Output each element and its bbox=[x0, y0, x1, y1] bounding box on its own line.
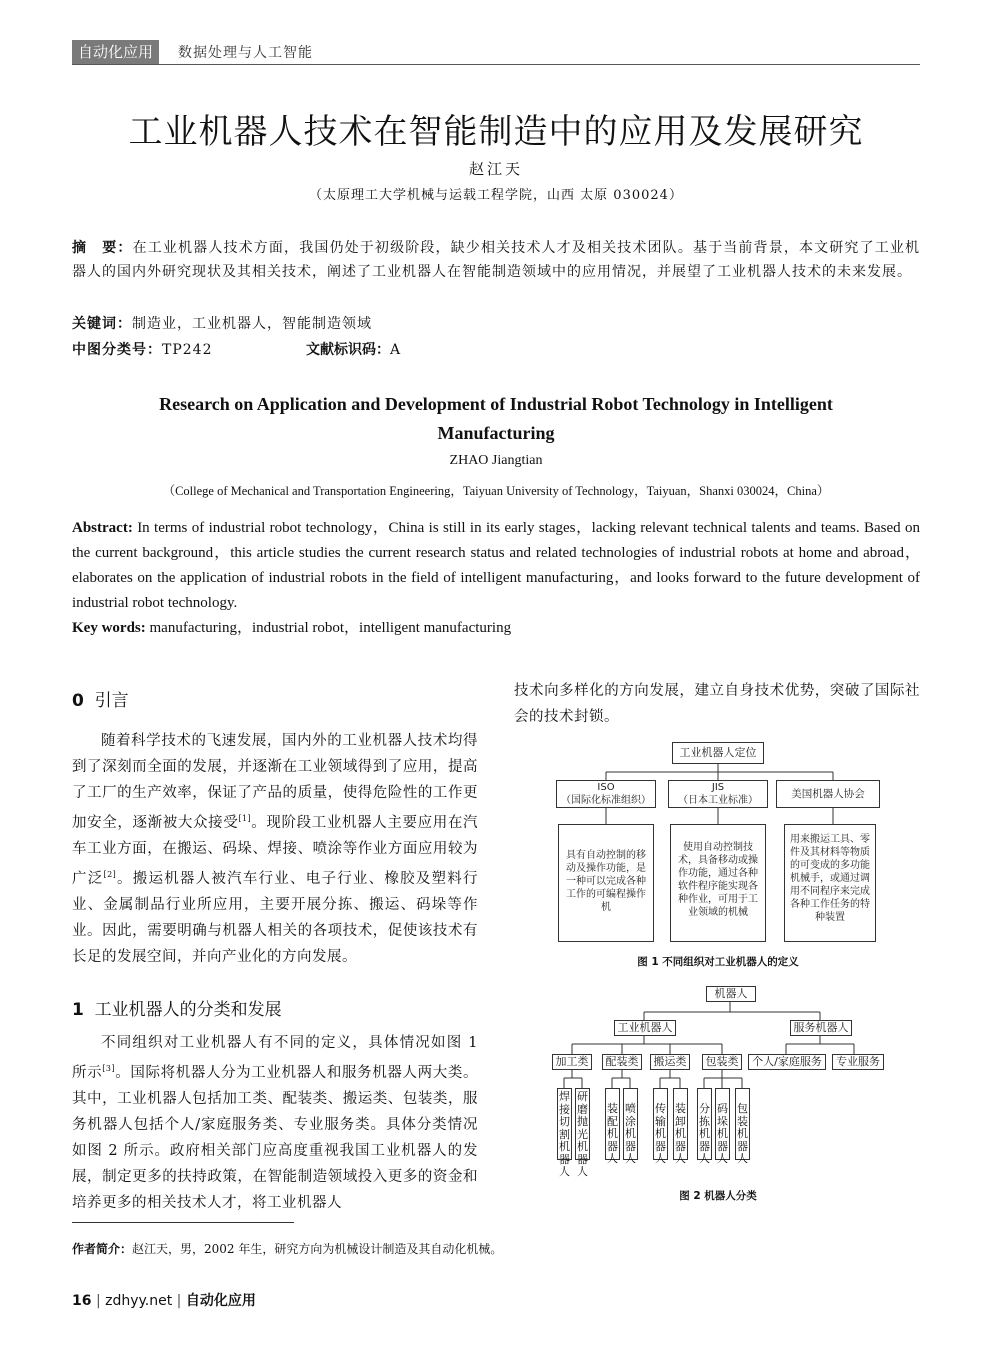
footnote-text: 赵江天，男，2002 年生，研究方向为机械设计制造及其自动化机械。 bbox=[132, 1242, 503, 1256]
classification bbox=[72, 338, 920, 362]
figure-1 bbox=[548, 736, 888, 976]
paper-title: 工业机器人技术在智能制造中的应用及发展研究 bbox=[128, 112, 864, 152]
intro-text-c: 。搬运机器人被汽车行业、电子行业、橡胶及塑料行业、金属制品行业所应用，主要开展分拣、搬运、码垛等作业。因此，需要明确与机器人相关的各项技术，促使该技术有长足的发展空间，并向产业化的方向发展。 bbox=[72, 870, 478, 965]
english-affiliation: （College of Mechanical and Transportation Engineering，Taiyuan University of Technology，Taiyuan，Shanxi 030024，China） bbox=[162, 484, 830, 498]
fig1-root bbox=[672, 742, 764, 764]
abstract-cn bbox=[72, 236, 920, 284]
journal-tag: 自动化应用 bbox=[72, 40, 159, 64]
fig2-cat-personal: 个人/家庭服务 bbox=[748, 1054, 826, 1070]
fig1-org-ria-name: 美国机器人协会 bbox=[791, 788, 865, 800]
english-keywords-label: Key words: bbox=[72, 620, 146, 636]
abstract-cn-label: 摘 要： bbox=[72, 240, 133, 256]
sec1-text-b: 。国际将机器人分为工业机器人和服务机器人两大类。其中，工业机器人包括加工类、配装类、搬运类、包装类，服务机器人包括个人/家庭服务类、专业服务类。具体分类情况如图 2 所示。政府相关部门应高度重视我国工业机器人的发展，制定更多的扶持政策，在智能制造领域投入更多的资金和培养更多的相关技术人才，将工业机器人 bbox=[72, 1064, 479, 1211]
fig1-desc-ria: 用来搬运工具、零件及其材料等物质的可变成的多功能机械手，或通过调用不同程序来完成各种工作任务的特种装置 bbox=[784, 824, 876, 942]
section-1-title: 工业机器人的分类和发展 bbox=[94, 1000, 282, 1020]
english-abstract-text: In terms of industrial robot technology，China is still in its early stages，lacking relevant technical talents and teams. Based on the current background，this article studies the current research status and related technologies of industrial robots at home and abroad，elaborates on the application of industrial robots in the field of intelligent manufacturing，and looks forward to the future development of industrial robot technology. bbox=[72, 520, 920, 611]
english-title bbox=[0, 390, 992, 448]
fig1-org-iso-name: ISO bbox=[597, 782, 615, 793]
clc-label: 中图分类号： bbox=[72, 342, 162, 358]
figure-2-caption: 图 2 机器人分类 bbox=[679, 1190, 757, 1202]
fig2-cat-assembly: 配装类 bbox=[602, 1054, 642, 1070]
fig1-desc-jis: 使用自动控制技术，具备移动或操作功能，通过各种软件程序能实现各种作业，可用于工业领域的机械 bbox=[670, 824, 766, 942]
english-title-line2: Manufacturing bbox=[437, 423, 555, 443]
fig2-robot-spraying: 喷涂机器人 bbox=[623, 1088, 638, 1160]
section-1-paragraph bbox=[72, 1030, 478, 1216]
fig1-desc-iso: 具有自动控制的移动及操作功能，是一种可以完成各种工作的可编程操作机 bbox=[558, 824, 654, 942]
fig1-org-jis-name: JIS bbox=[711, 782, 725, 793]
footer-site: zdhyy.net bbox=[105, 1293, 173, 1309]
header-divider bbox=[72, 64, 920, 65]
footer-journal: 自动化应用 bbox=[185, 1293, 256, 1309]
fig1-org-jis bbox=[668, 780, 768, 808]
fig1-root-label: 工业机器人定位 bbox=[679, 746, 757, 759]
english-title-line1: Research on Application and Development of Industrial Robot Technology in Intelligent bbox=[159, 394, 833, 414]
section-1-number: 1 bbox=[72, 1000, 84, 1020]
clc-value: TP242 bbox=[162, 342, 213, 358]
intro-text-a: 随着科学技术的飞速发展，国内外的工业机器人技术均得到了深刻而全面的发展，并逐渐在工业领域得到了应用，提高了工厂的生产效率，保证了产品的质量，使得危险性的工作更加安全，逐渐被大众接受 bbox=[72, 733, 478, 831]
figure-1-caption: 图 1 不同组织对工业机器人的定义 bbox=[637, 956, 799, 968]
fig1-org-iso-full: （国际化标准组织） bbox=[561, 795, 651, 806]
fig2-robot-assembly: 装配机器人 bbox=[605, 1088, 620, 1160]
page-number: 16 bbox=[72, 1293, 92, 1309]
fig2-industrial: 工业机器人 bbox=[614, 1020, 676, 1036]
doc-code bbox=[306, 338, 400, 362]
fig2-cat-handling: 搬运类 bbox=[650, 1054, 690, 1070]
abstract-cn-text: 在工业机器人技术方面，我国仍处于初级阶段，缺少相关技术人才及相关技术团队。基于当前背景，本文研究了工业机器人的国内外研究现状及其相关技术，阐述了工业机器人在智能制造领域中的应用情况，并展望了工业机器人技术的未来发展。 bbox=[72, 240, 921, 280]
footnote-rule bbox=[72, 1222, 294, 1223]
section-0-heading bbox=[72, 686, 129, 711]
section-1-heading bbox=[72, 995, 282, 1020]
fig2-robot-sorting: 分拣机器人 bbox=[697, 1088, 712, 1160]
footnote-label: 作者简介： bbox=[72, 1242, 133, 1256]
fig1-org-ria bbox=[776, 780, 880, 808]
fig2-cat-processing: 加工类 bbox=[552, 1054, 592, 1070]
figure-2 bbox=[548, 984, 888, 1204]
fig2-root: 机器人 bbox=[706, 986, 756, 1002]
keywords-cn-text: 制造业，工业机器人，智能制造领域 bbox=[132, 316, 372, 332]
fig2-robot-polishing: 研磨抛光机器人 bbox=[577, 1090, 588, 1178]
fig2-service: 服务机器人 bbox=[790, 1020, 852, 1036]
ref-3: [3] bbox=[102, 1064, 116, 1073]
english-abstract bbox=[72, 516, 920, 616]
intro-paragraph bbox=[72, 728, 478, 970]
affiliation: （太原理工大学机械与运载工程学院，山西 太原 030024） bbox=[309, 188, 683, 203]
doc-value: A bbox=[390, 342, 401, 358]
english-abstract-label: Abstract: bbox=[72, 520, 133, 536]
fig2-robot-palletizing: 码垛机器人 bbox=[715, 1088, 730, 1160]
english-keywords bbox=[72, 616, 920, 641]
section-0-title: 引言 bbox=[94, 691, 129, 711]
fig2-robot-loading: 装卸机器人 bbox=[673, 1088, 688, 1160]
keywords-cn-label: 关键词： bbox=[72, 316, 132, 332]
sec1-text-a: 不同组织对工业机器人有不同的定义，具体情况如图 1 所示 bbox=[72, 1035, 478, 1081]
author-footnote bbox=[72, 1240, 502, 1257]
fig2-robot-conveying: 传输机器人 bbox=[653, 1088, 668, 1160]
page-footer: 16 | zdhyy.net | 自动化应用 bbox=[72, 1293, 256, 1309]
right-column-paragraph: 技术向多样化的方向发展，建立自身技术优势，突破了国际社会的技术封锁。 bbox=[514, 683, 920, 725]
intro-text-b: 。现阶段工业机器人主要应用在汽车工业方面，在搬运、码垛、焊接、喷涂等作业方面应用较为广泛 bbox=[72, 814, 479, 887]
keywords-cn bbox=[72, 312, 920, 336]
english-author: ZHAO Jiangtian bbox=[449, 453, 543, 468]
section-subtitle: 数据处理与人工智能 bbox=[178, 45, 313, 61]
section-0-number: 0 bbox=[72, 691, 84, 711]
fig1-org-jis-full: （日本工业标准） bbox=[678, 795, 758, 806]
fig2-cat-professional: 专业服务 bbox=[832, 1054, 884, 1070]
author: 赵江天 bbox=[468, 160, 523, 178]
doc-label: 文献标识码： bbox=[306, 342, 390, 358]
ref-2: [2] bbox=[103, 869, 117, 879]
fig2-robot-packing: 包装机器人 bbox=[735, 1088, 750, 1160]
fig1-org-iso bbox=[556, 780, 656, 808]
ref-1: [1] bbox=[238, 814, 252, 823]
fig2-cat-packaging: 包装类 bbox=[702, 1054, 742, 1070]
fig2-robot-welding: 焊接切割机器人 bbox=[559, 1090, 570, 1178]
english-keywords-text: manufacturing，industrial robot，intelligent manufacturing bbox=[149, 620, 512, 636]
